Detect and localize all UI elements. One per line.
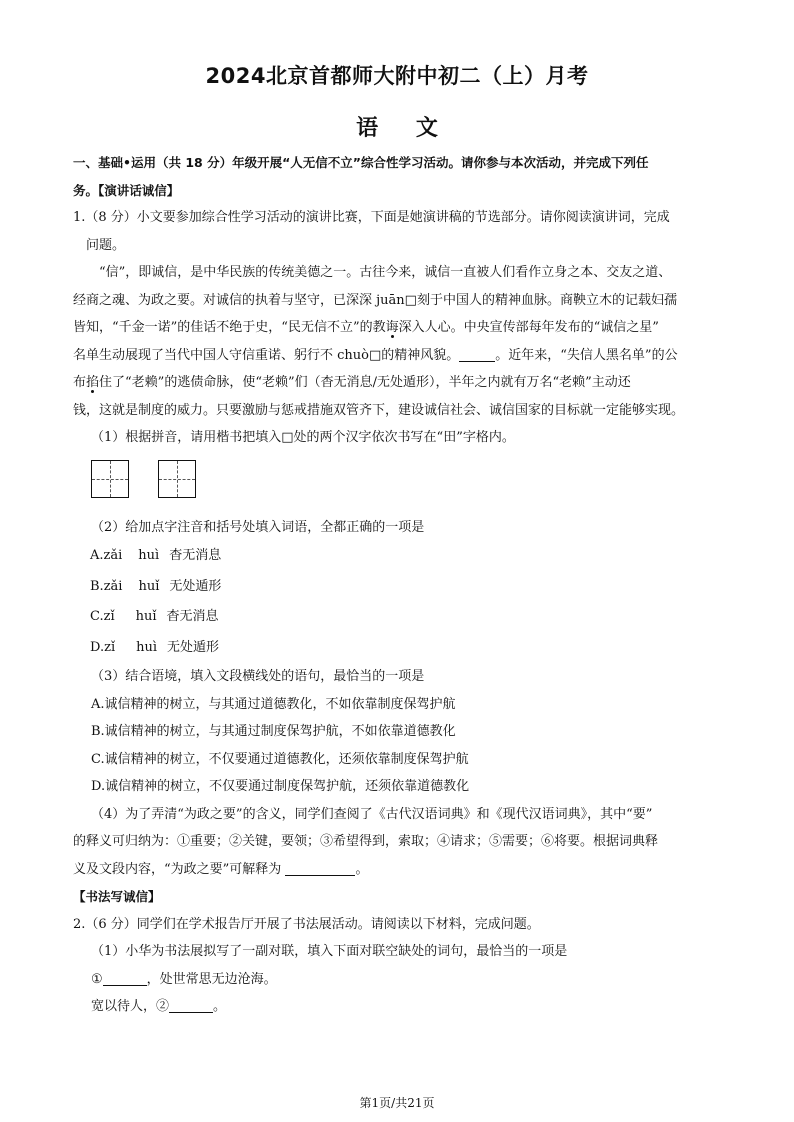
option-pinyin: huǐ <box>138 578 160 594</box>
option-letter: C. <box>90 609 104 624</box>
couplet-text: 宽以待人，② <box>91 999 170 1014</box>
couplet-text: ，处世常思无边沧海。 <box>146 971 277 987</box>
q1-sub1: （1）根据拼音，请用楷书把填入□处的两个汉字依次书写在“田”字格内。 <box>91 430 515 445</box>
option-letter: A. <box>90 548 104 563</box>
passage-text: 布 <box>73 375 87 390</box>
option-pinyin: huì <box>138 548 160 563</box>
q1-sub4-line2: 的释义可归纳为：①重要；②关键，要领；③希望得到，索取；④请求；⑤需要；⑥将要。根据词典释 <box>73 834 659 849</box>
q1-sub3-option-c[interactable]: C.诚信精神的树立，不仅要通过道德教化，还须依靠制度保驾护航 <box>91 751 469 767</box>
passage-line-6: 钱，这就是制度的威力。只要激励与惩戒措施双管齐下，建设诚信社会、诚信国家的目标就一定能够实现。 <box>73 402 685 418</box>
couplet-text: 。 <box>213 999 227 1014</box>
passage-text: 皆知，“千金一诺”的佳话不绝于史，“民无信不立”的教 <box>73 320 386 335</box>
q1-sub2-option-b[interactable] <box>73 572 723 603</box>
q1-sub4-end: 。 <box>355 861 369 877</box>
tian-grid-box-2[interactable] <box>158 460 196 498</box>
q1-sub3-option-b[interactable]: B.诚信精神的树立，与其通过制度保驾护航，不如依靠道德教化 <box>91 724 456 739</box>
passage-line-2: 经商之魂、为政之要。对诚信的执着与坚守，已深深 juān□刻于中国人的精神血脉。商鞅立木的记载妇孺 <box>73 292 677 308</box>
section1-heading-line1: 一、基础•运用（共 18 分）年级开展“人无信不立”综合性学习活动。请你参与本次活动，并完成下列任 <box>73 155 649 170</box>
passage-line-3 <box>73 314 723 342</box>
option-pinyin: zǐ <box>104 639 116 655</box>
option-word: 无处遁形 <box>167 639 220 655</box>
section1-heading-line2: 务。【演讲话诚信】 <box>73 182 180 198</box>
option-pinyin: huǐ <box>135 609 157 624</box>
option-pinyin: zǎi <box>103 548 123 563</box>
option-letter: D. <box>90 639 105 655</box>
q1-sub4-text: 义及文段内容，“为政之要”可解释为 <box>73 861 282 877</box>
exam-title: 2024北京首都师大附中初二（上）月考 <box>205 64 589 88</box>
q1-sub4-line3 <box>73 856 723 884</box>
answer-blank[interactable] <box>459 347 495 362</box>
passage-line-5 <box>73 369 723 397</box>
couplet-line-2 <box>73 993 723 1021</box>
subject-title: 语 文 <box>356 116 438 141</box>
tian-grid-row <box>73 452 723 514</box>
q1-sub3-option-d[interactable]: D.诚信精神的树立，不仅要通过制度保驾护航，还须依靠道德教化 <box>91 779 470 794</box>
answer-blank[interactable] <box>169 998 213 1013</box>
option-letter: B. <box>90 578 104 594</box>
passage-text: 。近年来，“失信人黑名单”的公 <box>495 347 678 363</box>
q1-sub3-option-a[interactable]: A.诚信精神的树立，与其通过道德教化，不如依靠制度保驾护航 <box>91 696 456 712</box>
q2-sub1: （1）小华为书法展拟写了一副对联，填入下面对联空缺处的词句，最恰当的一项是 <box>91 944 568 959</box>
q1-sub4-line1: （4）为了弄清“为政之要”的含义，同学们查阅了《古代汉语词典》和《现代汉语词典》，其中“要” <box>91 806 653 822</box>
q1-sub2: （2）给加点字注音和括号处填入词语，全都正确的一项是 <box>91 519 425 535</box>
q1-sub2-option-d[interactable] <box>73 633 723 664</box>
q1-stem-line2: 问题。 <box>86 237 126 253</box>
couplet-line-1 <box>73 966 723 994</box>
passage-line-4 <box>73 342 723 370</box>
page-number: 第1页/共21页 <box>359 1096 435 1110</box>
q1-sub2-option-a[interactable] <box>73 541 723 572</box>
q1-sub2-option-c[interactable] <box>73 602 723 633</box>
option-pinyin: huì <box>136 639 158 655</box>
option-word: 杳无消息 <box>166 609 219 624</box>
option-pinyin: zǎi <box>103 578 123 594</box>
answer-blank[interactable] <box>103 971 147 986</box>
passage-line-1: “信”，即诚信，是中华民族的传统美德之一。古往今来，诚信一直被人们看作立身之本、交友之道、 <box>99 265 672 280</box>
passage-text: 住了“老赖”的逃债命脉，使“老赖”们（杳无消息/无处遁形），半年之内就有万名“老赖”主动还 <box>99 375 631 390</box>
passage-text: 深入人心。中央宣传部每年发布的“诚信之星” <box>398 320 659 335</box>
couplet-text: ① <box>91 971 103 987</box>
answer-blank[interactable] <box>285 861 355 876</box>
q2-stem: 2.（6 分）同学们在学术报告厅开展了书法展活动。请阅读以下材料，完成问题。 <box>73 916 540 932</box>
option-pinyin: zǐ <box>103 609 115 624</box>
exam-content <box>73 149 723 1021</box>
option-word: 杳无消息 <box>169 548 222 563</box>
q1-stem-line1: 1.（8 分）小文要参加综合性学习活动的演讲比赛，下面是她演讲稿的节选部分。请你阅读演讲词，完成 <box>73 210 670 225</box>
tian-grid-box-1[interactable] <box>91 460 129 498</box>
option-word: 无处遁形 <box>169 578 222 594</box>
q1-sub3: （3）结合语境，填入文段横线处的语句，最恰当的一项是 <box>91 669 425 684</box>
passage-text: 名单生动展现了当代中国人守信重诺、躬行不 chuò□的精神风貌。 <box>73 347 460 363</box>
dotted-char: 诲 <box>385 320 399 335</box>
dotted-char: 掐 <box>86 375 100 390</box>
section2-heading: 【书法写诚信】 <box>73 889 161 904</box>
